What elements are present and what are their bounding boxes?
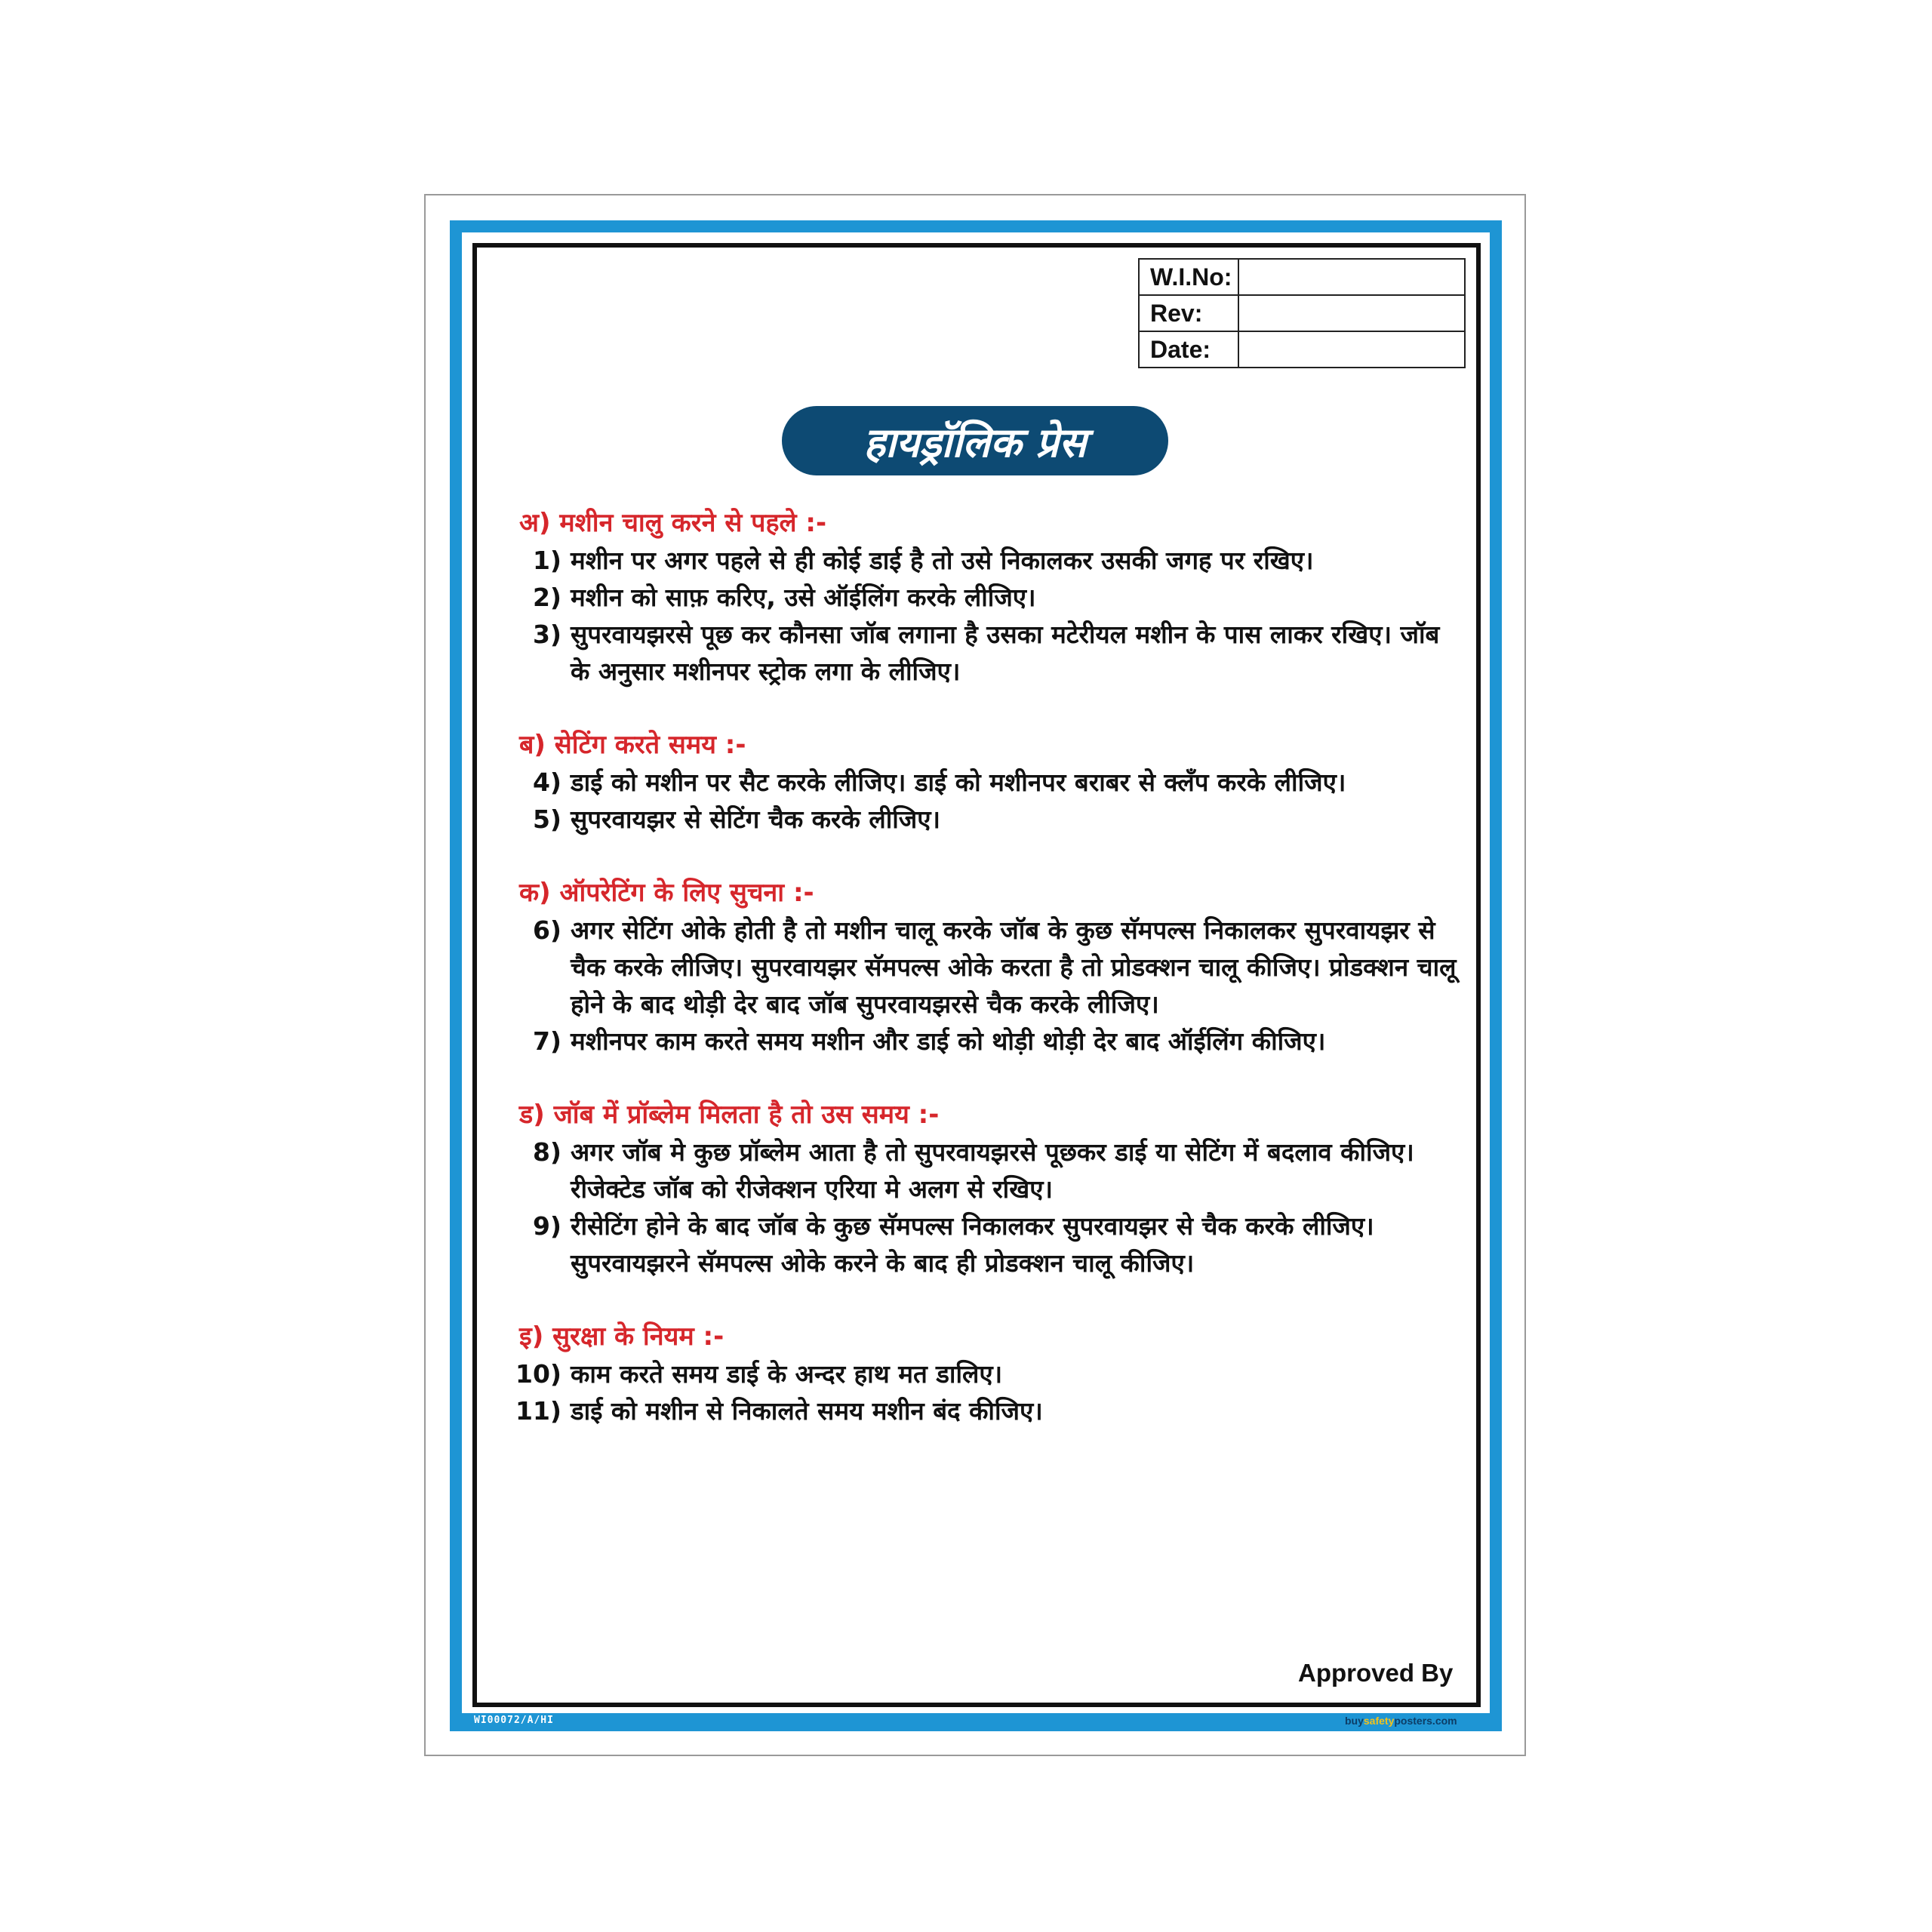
rev-label: Rev: [1139, 295, 1238, 331]
list-item [506, 616, 1464, 690]
list-item [506, 542, 1464, 579]
section-heading: अ) मशीन चालु करने से पहले :- [519, 508, 827, 538]
item-text: अगर सेटिंग ओके होती है तो मशीन चालू करके जॉब के कुछ सॅमपल्स निकालकर सुपरवायझर से चैक करके लीजिए। सुपरवायझर सॅमपल्स ओके करता है तो प्रोडक्शन चालू कीजिए। प्रोडक्शन चालू होने के बाद थोड़ी देर बाद जॉब सुपरवायझरसे चैक करके लीजिए। [571, 915, 1457, 1019]
wi-no-field [1238, 259, 1465, 295]
section-heading: क) ऑपरेटिंग के लिए सुचना :- [519, 878, 814, 908]
work-instruction-info-table [1138, 258, 1466, 368]
site-mid: safety [1363, 1715, 1395, 1727]
section-safety-rules [506, 1318, 1464, 1429]
poster-code: WI00072/A/HI [474, 1715, 554, 1726]
section-setting [506, 726, 1464, 838]
item-text: काम करते समय डाई के अन्दर हाथ मत डालिए। [571, 1359, 1003, 1389]
item-text: डाई को मशीन पर सैट करके लीजिए। डाई को मशीनपर बराबर से क्लँप करके लीजिए। [571, 768, 1346, 797]
approved-by-label: Approved By [1298, 1659, 1454, 1687]
item-text: मशीन पर अगर पहले से ही कोई डाई है तो उसे निकालकर उसकी जगह पर रखिए। [571, 546, 1314, 575]
site-suffix: posters.com [1394, 1715, 1457, 1727]
date-label: Date: [1139, 331, 1238, 368]
item-number: 5) [532, 804, 561, 834]
date-row [1139, 331, 1465, 368]
poster-title: हायड्रॉलिक प्रेस [782, 406, 1168, 475]
item-text: मशीन को साफ़ करिए, उसे ऑईलिंग करके लीजिए। [571, 583, 1036, 612]
list-item [506, 1023, 1464, 1060]
instructions-content [506, 504, 1464, 1466]
item-number: 11) [515, 1396, 561, 1426]
wi-no-row [1139, 259, 1465, 295]
section-heading: ब) सेटिंग करते समय :- [519, 730, 746, 760]
item-number: 3) [532, 620, 561, 649]
item-number: 2) [532, 583, 561, 612]
item-number: 8) [532, 1137, 561, 1167]
item-number: 9) [532, 1211, 561, 1241]
item-number: 6) [532, 915, 561, 945]
list-item [506, 912, 1464, 1023]
wi-no-label: W.I.No: [1139, 259, 1238, 295]
item-number: 10) [515, 1359, 561, 1389]
list-item [506, 801, 1464, 838]
site-prefix: buy [1345, 1715, 1364, 1727]
list-item [506, 1208, 1464, 1281]
section-heading: ड) जॉब में प्रॉब्लेम मिलता है तो उस समय :- [519, 1100, 940, 1130]
section-problem [506, 1096, 1464, 1281]
rev-field [1238, 295, 1465, 331]
item-number: 1) [532, 546, 561, 575]
section-operating [506, 874, 1464, 1060]
item-text: अगर जॉब मे कुछ प्रॉब्लेम आता है तो सुपरवायझरसे पूछकर डाई या सेटिंग में बदलाव कीजिए। रीजेक्टेड जॉब को रीजेक्शन एरिया मे अलग से रखिए। [571, 1137, 1414, 1204]
item-text: रीसेटिंग होने के बाद जॉब के कुछ सॅमपल्स निकालकर सुपरवायझर से चैक करके लीजिए। सुपरवायझरने सॅमपल्स ओके करने के बाद ही प्रोडक्शन चालू कीजिए। [571, 1211, 1374, 1278]
list-item [506, 1392, 1464, 1429]
copyright-notice: COPYRIGHT PROTECTED [1481, 1629, 1488, 1713]
list-item [506, 1134, 1464, 1208]
section-heading: इ) सुरक्षा के नियम :- [519, 1321, 724, 1352]
item-text: डाई को मशीन से निकालते समय मशीन बंद कीजिए। [571, 1396, 1043, 1426]
item-text: सुपरवायझरसे पूछ कर कौनसा जॉब लगाना है उसका मटेरीयल मशीन के पास लाकर रखिए। जॉब के अनुसार मशीनपर स्ट्रोक लगा के लीजिए। [571, 620, 1440, 686]
section-before-start [506, 504, 1464, 690]
site-watermark [1345, 1715, 1457, 1727]
item-text: सुपरवायझर से सेटिंग चैक करके लीजिए। [571, 804, 941, 834]
item-number: 4) [532, 768, 561, 797]
list-item [506, 579, 1464, 616]
item-text: मशीनपर काम करते समय मशीन और डाई को थोड़ी थोड़ी देर बाद ऑईलिंग कीजिए। [571, 1026, 1326, 1056]
list-item [506, 1355, 1464, 1392]
item-number: 7) [532, 1026, 561, 1056]
date-field [1238, 331, 1465, 368]
list-item [506, 764, 1464, 801]
rev-row [1139, 295, 1465, 331]
